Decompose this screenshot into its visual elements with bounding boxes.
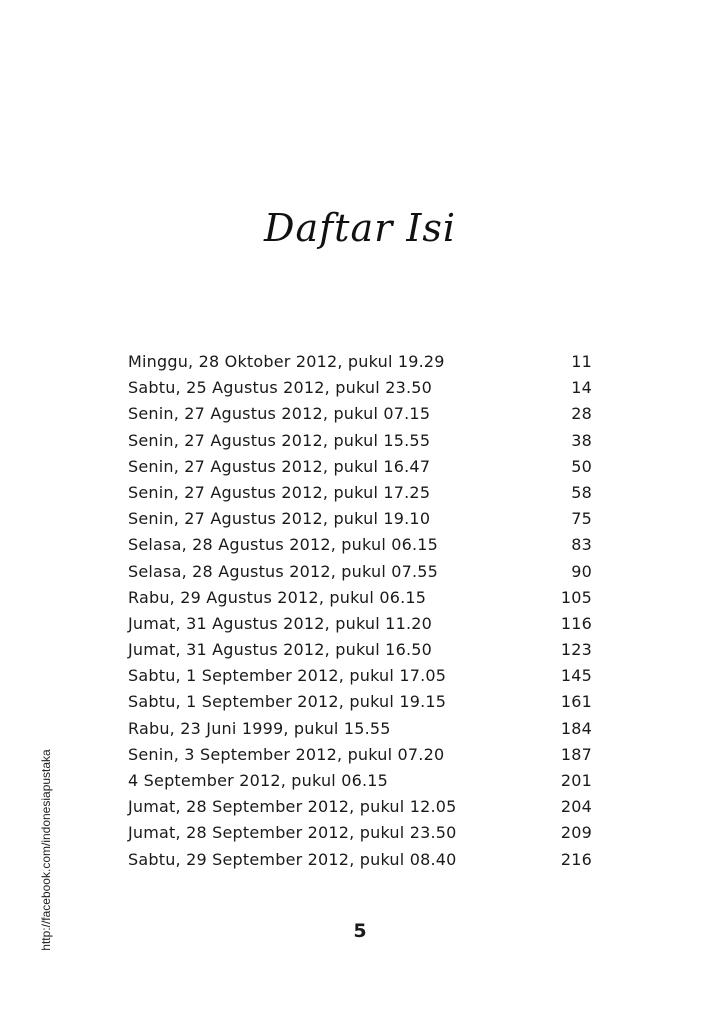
toc-page-number: 90 bbox=[571, 561, 592, 581]
toc-row bbox=[128, 349, 592, 375]
toc-row bbox=[128, 716, 592, 742]
toc-row bbox=[128, 480, 592, 506]
toc-entry-label: Jumat, 28 September 2012, pukul 12.05 bbox=[128, 797, 457, 817]
toc-entry-label: Sabtu, 29 September 2012, pukul 08.40 bbox=[128, 849, 457, 869]
toc-page-number: 50 bbox=[571, 456, 592, 476]
toc-row bbox=[128, 559, 592, 585]
toc-row bbox=[128, 742, 592, 768]
toc-row bbox=[128, 454, 592, 480]
toc-entry-label: 4 September 2012, pukul 06.15 bbox=[128, 771, 389, 790]
toc-row bbox=[128, 401, 592, 427]
toc-entry-label: Senin, 27 Agustus 2012, pukul 15.55 bbox=[128, 430, 431, 450]
toc-entry-label: Jumat, 31 Agustus 2012, pukul 16.50 bbox=[128, 640, 432, 660]
toc-page-number: 75 bbox=[571, 509, 592, 529]
toc-page-number: 145 bbox=[560, 666, 592, 686]
page-title: Daftar Isi bbox=[263, 206, 457, 250]
toc-page-number: 184 bbox=[560, 718, 592, 738]
toc-page-number: 123 bbox=[560, 640, 592, 660]
toc-entry-label: Minggu, 28 Oktober 2012, pukul 19.29 bbox=[128, 352, 445, 371]
toc-entry-label: Selasa, 28 Agustus 2012, pukul 06.15 bbox=[128, 535, 439, 555]
toc-page-number: 14 bbox=[571, 378, 592, 398]
toc-entry-label: Jumat, 28 September 2012, pukul 23.50 bbox=[128, 823, 457, 843]
toc-page-number: 116 bbox=[560, 613, 592, 633]
toc-page-number: 201 bbox=[560, 771, 592, 790]
toc-entry-label: Selasa, 28 Agustus 2012, pukul 07.55 bbox=[128, 561, 439, 581]
toc-row bbox=[128, 375, 592, 401]
toc-entry-label: Rabu, 29 Agustus 2012, pukul 06.15 bbox=[128, 587, 427, 607]
toc-row bbox=[128, 663, 592, 689]
toc-row bbox=[128, 506, 592, 532]
toc-row bbox=[128, 611, 592, 637]
toc-page-number: 105 bbox=[560, 587, 592, 607]
table-of-contents bbox=[128, 349, 592, 873]
toc-entry-label: Sabtu, 1 September 2012, pukul 19.15 bbox=[128, 692, 447, 712]
toc-entry-label: Senin, 27 Agustus 2012, pukul 19.10 bbox=[128, 509, 431, 529]
toc-page-number: 204 bbox=[560, 797, 592, 817]
toc-entry-label: Senin, 27 Agustus 2012, pukul 16.47 bbox=[128, 456, 431, 476]
toc-row bbox=[128, 532, 592, 558]
toc-row bbox=[128, 820, 592, 846]
toc-page-number: 209 bbox=[560, 823, 592, 843]
toc-row bbox=[128, 768, 592, 794]
watermark-url: http://facebook.com/indonesiapustaka bbox=[39, 749, 53, 951]
toc-page-number: 187 bbox=[560, 744, 592, 764]
toc-entry-label: Sabtu, 25 Agustus 2012, pukul 23.50 bbox=[128, 378, 432, 398]
toc-page-number: 83 bbox=[571, 535, 592, 555]
toc-entry-label: Senin, 27 Agustus 2012, pukul 07.15 bbox=[128, 404, 431, 424]
toc-row bbox=[128, 794, 592, 820]
toc-page-number: 58 bbox=[571, 482, 592, 502]
toc-page-number: 216 bbox=[560, 849, 592, 869]
page-number: 5 bbox=[353, 920, 367, 942]
toc-entry-label: Rabu, 23 Juni 1999, pukul 15.55 bbox=[128, 718, 391, 738]
toc-row bbox=[128, 428, 592, 454]
toc-page-number: 11 bbox=[571, 352, 592, 371]
toc-row bbox=[128, 847, 592, 873]
toc-row bbox=[128, 585, 592, 611]
toc-row bbox=[128, 689, 592, 715]
toc-page-number: 38 bbox=[571, 430, 592, 450]
toc-row bbox=[128, 637, 592, 663]
toc-page-number: 28 bbox=[571, 404, 592, 424]
toc-entry-label: Sabtu, 1 September 2012, pukul 17.05 bbox=[128, 666, 447, 686]
toc-entry-label: Jumat, 31 Agustus 2012, pukul 11.20 bbox=[128, 613, 432, 633]
toc-entry-label: Senin, 3 September 2012, pukul 07.20 bbox=[128, 744, 445, 764]
toc-page-number: 161 bbox=[560, 692, 592, 712]
toc-entry-label: Senin, 27 Agustus 2012, pukul 17.25 bbox=[128, 482, 431, 502]
